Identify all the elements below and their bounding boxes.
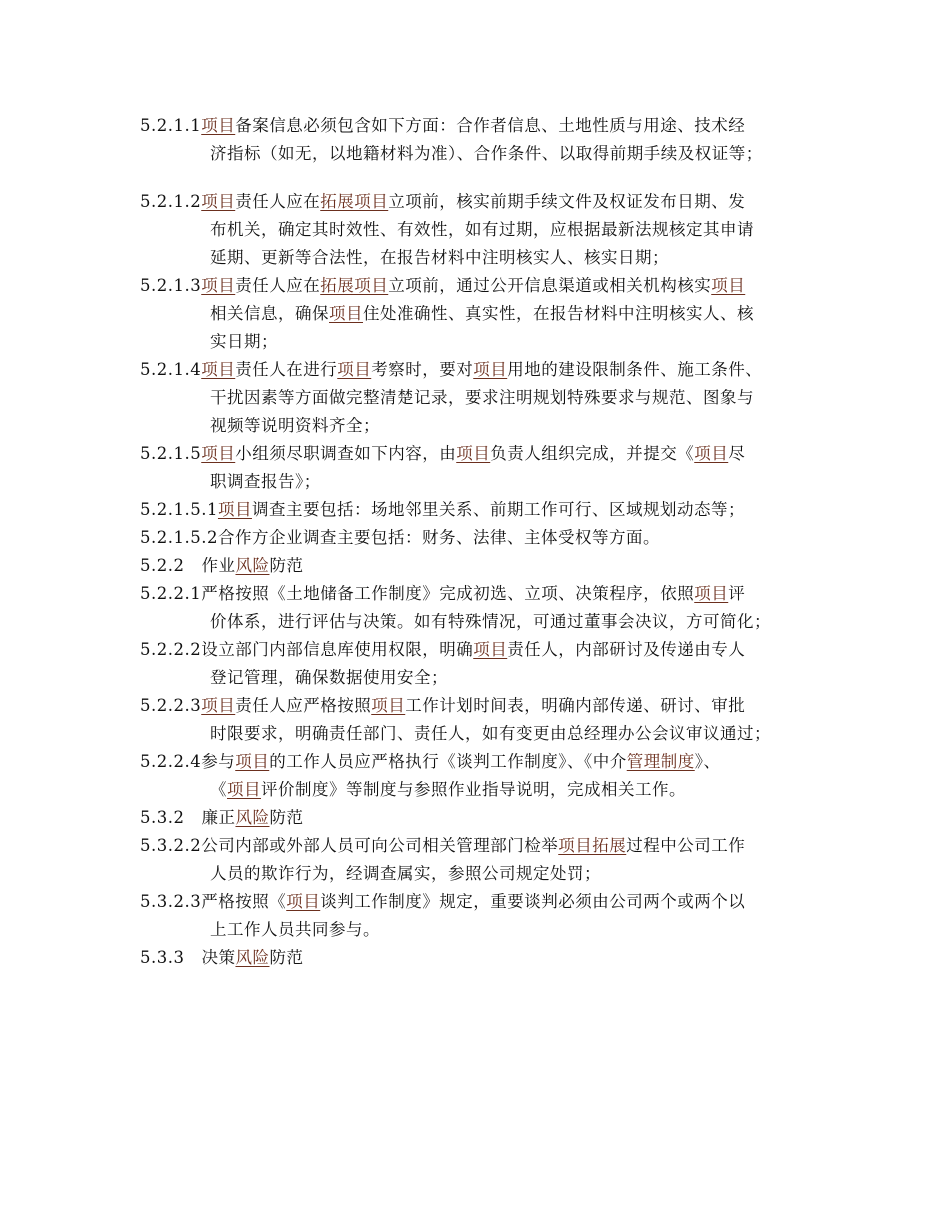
- clause-text: 责任人应严格按照: [235, 696, 372, 715]
- keyword-link[interactable]: 拓展项目: [320, 192, 389, 211]
- clause-text: 立项前，核实前期手续文件及权证发布日期、发: [388, 192, 746, 211]
- clause-text: 视频等说明资料齐全；: [210, 416, 380, 435]
- clause-5-2-1-5-1: [140, 496, 830, 524]
- clause-line: [140, 468, 830, 496]
- clause-line: [140, 440, 830, 468]
- keyword-link[interactable]: 项目: [201, 192, 236, 211]
- clause-line: [140, 140, 830, 168]
- clause-line: [140, 916, 830, 944]
- clause-line: [140, 860, 830, 888]
- keyword-link[interactable]: 项目: [371, 696, 406, 715]
- keyword-link[interactable]: 项目: [456, 444, 491, 463]
- clause-line: [140, 216, 830, 244]
- clause-5-2-1-2: [140, 188, 830, 272]
- clause-line: [140, 776, 830, 804]
- clause-5-3-2-3: [140, 888, 830, 944]
- clause-text: 上工作人员共同参与。: [210, 920, 380, 939]
- clause-text: 调查主要包括：场地邻里关系、前期工作可行、区域规划动态等；: [251, 500, 745, 519]
- keyword-link[interactable]: 项目: [694, 584, 729, 603]
- keyword-link[interactable]: 风险: [235, 556, 270, 575]
- clause-text: 》、: [694, 752, 721, 771]
- clause-text: 住处准确性、真实性，在报告材料中注明核实人、核: [363, 304, 754, 323]
- clause-line: [140, 300, 830, 328]
- clause-line: [140, 888, 830, 916]
- paragraph-gap: [140, 168, 830, 188]
- clause-text: 谈判工作制度》规定，重要谈判必须由公司两个或两个以: [320, 892, 746, 911]
- clause-text: 价体系，进行评估与决策。如有特殊情况，可通过董事会决议，方可简化；: [210, 612, 771, 631]
- clause-text: 实日期；: [210, 332, 278, 351]
- keyword-link[interactable]: 项目: [201, 276, 236, 295]
- keyword-link[interactable]: 项目: [201, 696, 236, 715]
- clause-text: 时限要求，明确责任部门、责任人，如有变更由总经理办公会议审议通过；: [210, 724, 771, 743]
- clause-text: 责任人应在: [235, 276, 321, 295]
- clause-text: 5.2.1.5.2合作方企业调查主要包括：财务、法律、主体受权等方面。: [140, 528, 660, 547]
- clause-text: 防范: [269, 556, 304, 575]
- clause-text: 备案信息必须包含如下方面：合作者信息、土地性质与用途、技术经: [235, 116, 746, 135]
- keyword-link[interactable]: 项目: [227, 780, 261, 799]
- keyword-link[interactable]: 项目: [286, 892, 321, 911]
- clause-text: 干扰因素等方面做完整清楚记录，要求注明规划特殊要求与规范、图象与: [210, 388, 754, 407]
- clause-line: [140, 384, 830, 412]
- clause-line: [140, 112, 830, 140]
- clause-text: 职调查报告》；: [210, 472, 321, 491]
- clause-text: 相关信息，确保: [210, 304, 329, 323]
- clause-text: 5.2.2 作业: [140, 556, 236, 575]
- clause-5-3-3: [140, 944, 830, 972]
- clause-line: [140, 804, 830, 832]
- clause-5-2-2-1: [140, 580, 830, 636]
- keyword-link[interactable]: 项目: [473, 360, 508, 379]
- keyword-link[interactable]: 项目: [201, 116, 236, 135]
- clause-text: 延期、更新等合法性，在报告材料中注明核实人、核实日期；: [210, 248, 669, 267]
- clause-line: [140, 412, 830, 440]
- clause-text: 责任人应在: [235, 192, 321, 211]
- clause-text: 5.2.1.4: [140, 360, 202, 379]
- clause-line: [140, 832, 830, 860]
- clause-text: 5.2.2.3: [140, 696, 202, 715]
- clause-line: [140, 188, 830, 216]
- clause-text: 5.2.1.2: [140, 192, 202, 211]
- clause-line: [140, 944, 830, 972]
- clause-text: 过程中公司工作: [626, 836, 746, 855]
- clause-5-2-2-3: [140, 692, 830, 748]
- clause-text: 尽: [728, 444, 746, 463]
- clause-text: 5.2.2.2设立部门内部信息库使用权限，明确: [140, 640, 474, 659]
- keyword-link[interactable]: 项目: [473, 640, 508, 659]
- clause-text: 责任人在进行: [235, 360, 338, 379]
- clause-text: 负责人组织完成，并提交《: [490, 444, 695, 463]
- clause-line: [140, 636, 830, 664]
- clause-5-2-2: [140, 552, 830, 580]
- clause-text: 立项前，通过公开信息渠道或相关机构核实: [388, 276, 712, 295]
- clause-5-2-1-1: [140, 112, 830, 168]
- clause-5-2-2-2: [140, 636, 830, 692]
- keyword-link[interactable]: 项目: [201, 444, 236, 463]
- clause-line: [140, 328, 830, 356]
- keyword-link[interactable]: 项目: [329, 304, 363, 323]
- clause-text: 评: [728, 584, 746, 603]
- clause-5-2-1-3: [140, 272, 830, 356]
- clause-line: [140, 356, 830, 384]
- clause-text: 5.3.2.3严格按照《: [140, 892, 287, 911]
- keyword-link[interactable]: 项目: [694, 444, 729, 463]
- clause-line: [140, 496, 830, 524]
- clause-line: [140, 552, 830, 580]
- clause-text: 布机关，确定其时效性、有效性，如有过期，应根据最新法规核定其申请: [210, 220, 754, 239]
- clause-text: 防范: [269, 948, 304, 967]
- clause-line: [140, 664, 830, 692]
- clause-text: 济指标（如无，以地籍材料为准）、合作条件、以取得前期手续及权证等；: [210, 144, 763, 163]
- clause-line: [140, 244, 830, 272]
- keyword-link[interactable]: 项目: [201, 360, 236, 379]
- clause-text: 5.2.2.4参与: [140, 752, 236, 771]
- keyword-link[interactable]: 项目拓展: [558, 836, 627, 855]
- clause-text: 小组须尽职调查如下内容，由: [235, 444, 457, 463]
- keyword-link[interactable]: 项目: [711, 276, 746, 295]
- clause-text: 5.2.1.5: [140, 444, 202, 463]
- clause-text: 5.3.3 决策: [140, 948, 236, 967]
- keyword-link[interactable]: 项目: [337, 360, 372, 379]
- clause-text: 考察时，要对: [371, 360, 474, 379]
- document-body: [140, 112, 830, 972]
- keyword-link[interactable]: 拓展项目: [320, 276, 389, 295]
- clause-text: 5.2.1.1: [140, 116, 202, 135]
- clause-line: [140, 580, 830, 608]
- clause-text: 人员的欺诈行为，经调查属实，参照公司规定处罚；: [210, 864, 601, 883]
- keyword-link[interactable]: 项目: [217, 500, 252, 519]
- clause-5-3-2: [140, 804, 830, 832]
- clause-5-2-1-4: [140, 356, 830, 440]
- clause-line: [140, 692, 830, 720]
- clause-line: [140, 524, 830, 552]
- clause-text: 用地的建设限制条件、施工条件、: [507, 360, 763, 379]
- clause-text: 评价制度》等制度与参照作业指导说明，完成相关工作。: [261, 780, 686, 799]
- clause-text: 5.2.2.1严格按照《土地储备工作制度》完成初选、立项、决策程序，依照: [140, 584, 695, 603]
- clause-line: [140, 272, 830, 300]
- clause-text: 5.2.1.3: [140, 276, 202, 295]
- clause-5-2-1-5: [140, 440, 830, 496]
- keyword-link[interactable]: 风险: [235, 808, 270, 827]
- clause-text: 5.3.2.2公司内部或外部人员可向公司相关管理部门检举: [140, 836, 559, 855]
- clause-line: [140, 608, 830, 636]
- clause-5-2-1-5-2: [140, 524, 830, 552]
- clause-line: [140, 748, 830, 776]
- keyword-link[interactable]: 项目: [235, 752, 270, 771]
- clause-text: 防范: [269, 808, 304, 827]
- clause-text: 的工作人员应严格执行《谈判工作制度》、《中介: [269, 752, 627, 771]
- clause-text: 登记管理，确保数据使用安全；: [210, 668, 448, 687]
- clause-5-3-2-2: [140, 832, 830, 888]
- clause-text: 5.3.2 廉正: [140, 808, 236, 827]
- clause-text: 责任人，内部研讨及传递由专人: [507, 640, 746, 659]
- keyword-link[interactable]: 管理制度: [626, 752, 695, 771]
- clause-text: 5.2.1.5.1: [140, 500, 218, 519]
- clause-5-2-2-4: [140, 748, 830, 804]
- clause-line: [140, 720, 830, 748]
- clause-text: 《: [210, 780, 227, 799]
- clause-text: 工作计划时间表，明确内部传递、研讨、审批: [405, 696, 746, 715]
- keyword-link[interactable]: 风险: [235, 948, 270, 967]
